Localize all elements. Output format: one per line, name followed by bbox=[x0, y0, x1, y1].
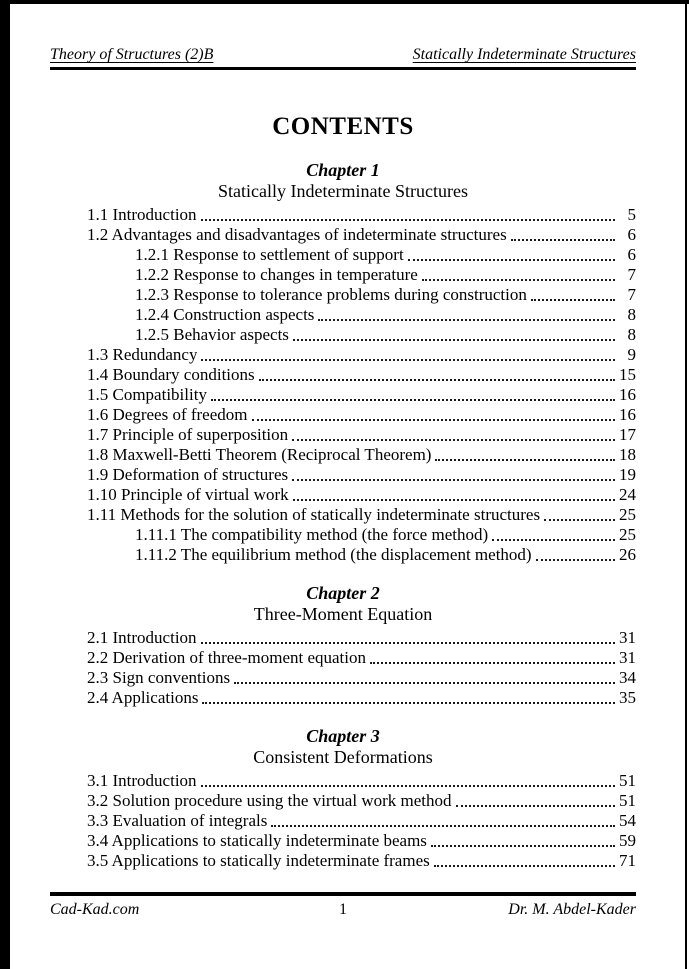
dot-leader bbox=[293, 498, 615, 501]
page-border-left bbox=[0, 0, 10, 969]
chapter-label: Chapter 1 bbox=[306, 160, 380, 180]
dot-leader bbox=[511, 238, 615, 241]
dot-leader bbox=[536, 558, 615, 561]
dot-leader bbox=[271, 824, 615, 827]
toc-entry-page: 8 bbox=[627, 325, 636, 344]
toc-entry-page: 31 bbox=[619, 648, 636, 667]
chapter-section bbox=[50, 583, 636, 708]
toc-entry bbox=[87, 245, 636, 265]
dot-leader bbox=[211, 398, 615, 401]
dot-leader bbox=[234, 681, 615, 684]
toc-entry-text: 1.2.3 Response to tolerance problems during construction bbox=[135, 285, 527, 304]
toc-entry-page: 51 bbox=[619, 791, 636, 810]
chapter-label: Chapter 3 bbox=[306, 726, 380, 746]
toc-entry-page: 19 bbox=[619, 465, 636, 484]
toc-entry bbox=[87, 445, 636, 465]
chapter-label: Chapter 2 bbox=[306, 583, 380, 603]
toc-entry-text: 3.4 Applications to statically indeterminate beams bbox=[87, 831, 427, 850]
footer-author: Dr. M. Abdel-Kader bbox=[508, 901, 636, 918]
toc-entry-text: 3.5 Applications to statically indeterminate frames bbox=[87, 851, 430, 870]
toc-entry bbox=[87, 265, 636, 285]
dot-leader bbox=[292, 478, 615, 481]
toc-entry bbox=[87, 345, 636, 365]
contents-title: CONTENTS bbox=[272, 113, 414, 140]
toc-entry bbox=[87, 225, 636, 245]
dot-leader bbox=[252, 418, 616, 421]
toc-entry-text: 1.11 Methods for the solution of statically indeterminate structures bbox=[87, 505, 541, 524]
toc-entry-text: 1.1 Introduction bbox=[87, 205, 197, 224]
toc-entry bbox=[87, 205, 636, 225]
chapters-list bbox=[50, 160, 636, 871]
dot-leader bbox=[259, 378, 615, 381]
page-content bbox=[50, 0, 636, 871]
dot-leader bbox=[370, 661, 615, 664]
header-course-title: Theory of Structures (2)B bbox=[50, 46, 214, 63]
dot-leader bbox=[492, 538, 615, 541]
toc-entry-page: 9 bbox=[627, 345, 636, 364]
toc-entry-text: 1.11.1 The compatibility method (the force method) bbox=[135, 525, 489, 544]
toc-entry-text: 1.8 Maxwell-Betti Theorem (Reciprocal Theorem) bbox=[87, 445, 432, 464]
dot-leader bbox=[318, 318, 615, 321]
toc-entry bbox=[87, 831, 636, 851]
toc-entry-page: 16 bbox=[619, 405, 636, 424]
chapter-title: Consistent Deformations bbox=[253, 747, 433, 767]
toc-entry bbox=[87, 648, 636, 668]
toc-entry-page: 34 bbox=[619, 668, 636, 687]
toc-entry bbox=[87, 545, 636, 565]
toc-entry bbox=[87, 505, 636, 525]
toc-entry-page: 7 bbox=[627, 285, 636, 304]
toc-entry bbox=[87, 668, 636, 688]
toc-entry-text: 1.9 Deformation of structures bbox=[87, 465, 289, 484]
toc-entry-text: 2.4 Applications bbox=[87, 688, 199, 707]
dot-leader bbox=[201, 641, 615, 644]
header-section-title: Statically Indeterminate Structures bbox=[412, 46, 636, 63]
dot-leader bbox=[544, 518, 615, 521]
chapter-title: Three-Moment Equation bbox=[253, 604, 433, 624]
toc-entry-page: 17 bbox=[619, 425, 636, 444]
toc-entry bbox=[87, 811, 636, 831]
toc-entry-page: 25 bbox=[619, 525, 636, 544]
toc-entry-text: 2.3 Sign conventions bbox=[87, 668, 231, 687]
dot-leader bbox=[422, 278, 615, 281]
page-border-right bbox=[685, 0, 687, 969]
toc-entry-text: 1.11.2 The equilibrium method (the displacement method) bbox=[135, 545, 532, 564]
dot-leader bbox=[293, 338, 615, 341]
chapter-entries bbox=[50, 205, 636, 565]
toc-entry-text: 3.3 Evaluation of integrals bbox=[87, 811, 268, 830]
toc-entry-text: 1.2.1 Response to settlement of support bbox=[135, 245, 404, 264]
toc-entry-page: 71 bbox=[619, 851, 636, 870]
toc-entry-page: 16 bbox=[619, 385, 636, 404]
toc-entry-text: 1.5 Compatibility bbox=[87, 385, 207, 404]
toc-entry-page: 15 bbox=[619, 365, 636, 384]
chapter-entries bbox=[50, 771, 636, 871]
toc-entry-page: 35 bbox=[619, 688, 636, 707]
toc-entry-text: 1.2.2 Response to changes in temperature bbox=[135, 265, 418, 284]
toc-entry bbox=[87, 628, 636, 648]
toc-entry-text: 3.2 Solution procedure using the virtual work method bbox=[87, 791, 452, 810]
page-header bbox=[50, 46, 636, 70]
chapter-section bbox=[50, 726, 636, 871]
toc-entry-text: 3.1 Introduction bbox=[87, 771, 197, 790]
toc-entry-text: 1.2.4 Construction aspects bbox=[135, 305, 315, 324]
toc-entry bbox=[87, 485, 636, 505]
toc-entry bbox=[87, 465, 636, 485]
footer-page-number: 1 bbox=[339, 901, 347, 918]
toc-entry bbox=[87, 688, 636, 708]
toc-entry bbox=[87, 325, 636, 345]
toc-entry-page: 31 bbox=[619, 628, 636, 647]
toc-entry-page: 18 bbox=[619, 445, 636, 464]
toc-entry bbox=[87, 285, 636, 305]
toc-entry-text: 1.7 Principle of superposition bbox=[87, 425, 289, 444]
toc-entry-text: 1.6 Degrees of freedom bbox=[87, 405, 248, 424]
dot-leader bbox=[408, 258, 615, 261]
footer-website: Cad-Kad.com bbox=[50, 901, 140, 918]
toc-entry-page: 59 bbox=[619, 831, 636, 850]
toc-entry-page: 5 bbox=[627, 205, 636, 224]
dot-leader bbox=[201, 784, 615, 787]
page-footer bbox=[50, 892, 636, 919]
toc-entry-page: 24 bbox=[619, 485, 636, 504]
toc-entry bbox=[87, 525, 636, 545]
toc-entry-text: 1.2.5 Behavior aspects bbox=[135, 325, 289, 344]
toc-entry-text: 2.2 Derivation of three-moment equation bbox=[87, 648, 366, 667]
chapter-entries bbox=[50, 628, 636, 708]
toc-entry-page: 8 bbox=[627, 305, 636, 324]
dot-leader bbox=[531, 298, 615, 301]
chapter-title: Statically Indeterminate Structures bbox=[218, 181, 468, 201]
toc-entry-page: 26 bbox=[619, 545, 636, 564]
dot-leader bbox=[201, 358, 615, 361]
toc-entry bbox=[87, 405, 636, 425]
toc-entry-text: 1.2 Advantages and disadvantages of indeterminate structures bbox=[87, 225, 507, 244]
dot-leader bbox=[435, 458, 615, 461]
toc-entry-page: 7 bbox=[627, 265, 636, 284]
toc-entry bbox=[87, 305, 636, 325]
toc-entry bbox=[87, 365, 636, 385]
dot-leader bbox=[431, 844, 615, 847]
toc-entry-text: 2.1 Introduction bbox=[87, 628, 197, 647]
dot-leader bbox=[456, 804, 616, 807]
dot-leader bbox=[202, 701, 615, 704]
dot-leader bbox=[434, 864, 615, 867]
toc-entry-page: 54 bbox=[619, 811, 636, 830]
toc-entry bbox=[87, 851, 636, 871]
toc-entry-page: 6 bbox=[627, 245, 636, 264]
toc-entry bbox=[87, 385, 636, 405]
toc-entry-page: 51 bbox=[619, 771, 636, 790]
dot-leader bbox=[201, 218, 615, 221]
toc-entry-text: 1.4 Boundary conditions bbox=[87, 365, 255, 384]
chapter-section bbox=[50, 160, 636, 565]
toc-entry-page: 25 bbox=[619, 505, 636, 524]
toc-entry bbox=[87, 425, 636, 445]
toc-entry bbox=[87, 771, 636, 791]
dot-leader bbox=[292, 438, 615, 441]
toc-entry bbox=[87, 791, 636, 811]
toc-entry-text: 1.10 Principle of virtual work bbox=[87, 485, 289, 504]
toc-entry-page: 6 bbox=[627, 225, 636, 244]
toc-entry-text: 1.3 Redundancy bbox=[87, 345, 198, 364]
